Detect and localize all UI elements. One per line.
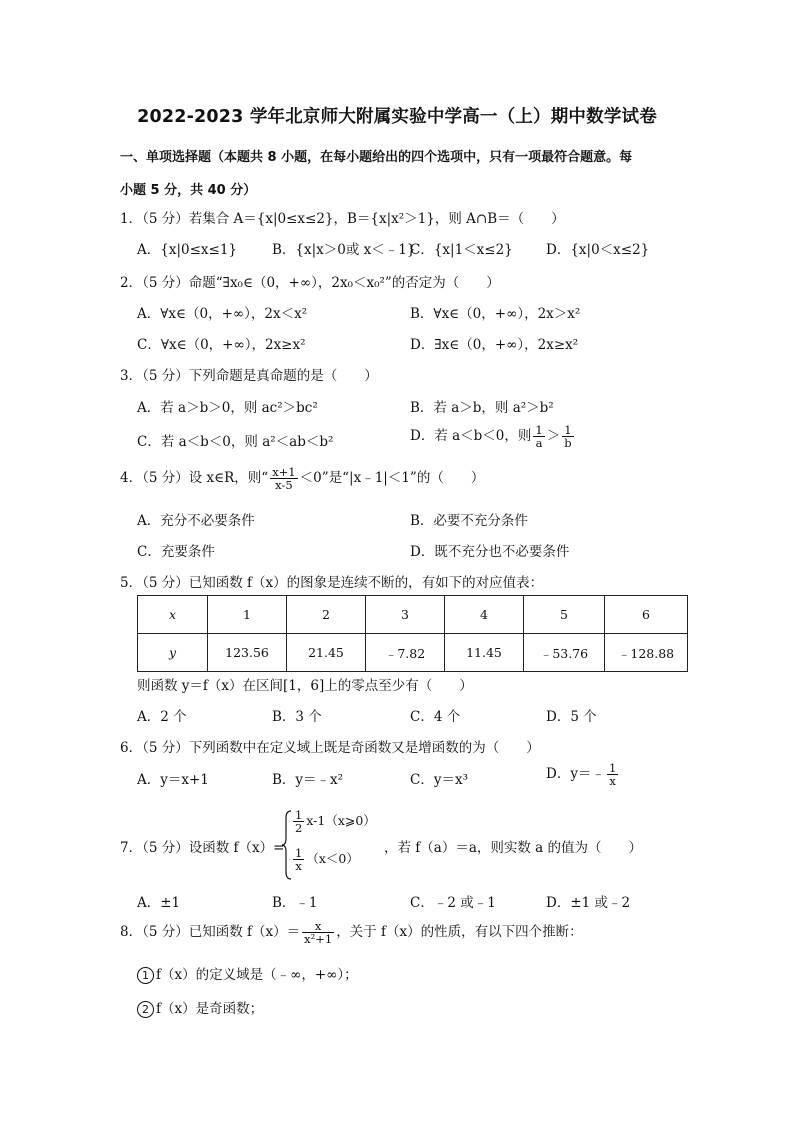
q6-option-c: C．y＝x³ (410, 772, 468, 788)
section-heading-line2: 小题 5 分，共 40 分） (120, 183, 257, 198)
fraction-numerator: 1 (608, 761, 617, 775)
q8-proposition-1-text: f（x）的定义域是（﹣∞，+∞）； (156, 967, 358, 983)
q7-stem-prefix: 7．（5 分）设函数 f（x）= (120, 840, 285, 856)
fraction-numerator: 1 (535, 423, 543, 437)
q2-option-c: C．∀x∈（0，+∞），2x≥x² (137, 337, 306, 353)
q7-case2-expression: （x＜0） (306, 851, 359, 867)
q1-option-c: C．{x|1＜x≤2} (410, 242, 513, 258)
q1-option-d: D．{x|0＜x≤2} (546, 242, 650, 258)
table-cell: 3 (366, 596, 445, 634)
fraction-numerator: x+1 (272, 465, 296, 479)
q4-fraction (270, 466, 297, 491)
fraction-numerator: 1 (562, 424, 573, 437)
q4-option-c: C．充要条件 (137, 544, 215, 560)
q5-option-d: D．5 个 (546, 709, 597, 725)
q7-option-c: C．﹣2 或﹣1 (410, 895, 496, 911)
q6-option-d-prefix: D．y＝﹣ (546, 766, 605, 783)
q4-stem-suffix: ＜0”是“|x﹣1|＜1”的（ ） (299, 470, 485, 487)
table-cell: 11.45 (445, 634, 524, 672)
q5-option-c: C．4 个 (410, 709, 461, 725)
q2-stem: 2．（5 分）命题“∃x₀∈（0，+∞），2x₀＜x₀²”的否定为（ ） (120, 275, 500, 291)
table-cell: ﹣53.76 (524, 634, 605, 672)
q1-option-a: A．{x|0≤x≤1} (137, 242, 238, 258)
q8-stem-suffix: ，关于 f（x）的性质，有以下四个推断： (336, 924, 583, 941)
fraction-denominator: a (535, 436, 543, 451)
q5-stem: 5．（5 分）已知函数 f（x）的图象是连续不断的，有如下的对应值表： (120, 575, 544, 591)
table-cell: ﹣7.82 (366, 634, 445, 672)
table-cell: ﹣128.88 (605, 634, 688, 672)
circled-number-2: 2 (137, 1001, 154, 1018)
q1-stem: 1．（5 分）若集合 A＝{x|0≤x≤2}，B＝{x|x²＞1}，则 A∩B＝（ ） (120, 211, 565, 227)
q5-option-b: B．3 个 (272, 709, 322, 725)
fraction-denominator: b (564, 436, 572, 451)
q4-stem-prefix: 4．（5 分）设 x∈R，则“ (120, 470, 269, 487)
q3-fraction-1-over-a (533, 424, 544, 449)
q7-case1-fraction (293, 809, 304, 834)
table-cell: 21.45 (287, 634, 366, 672)
fraction-denominator: 2 (295, 821, 303, 836)
table-row (138, 634, 688, 672)
q1-option-b: B．{x|x＞0或 x＜﹣1} (272, 242, 416, 258)
q3-fraction-1-over-b (562, 424, 573, 449)
circled-number-1: 1 (137, 967, 154, 984)
q3-option-d-gt: ＞ (546, 428, 561, 445)
table-cell: x (138, 596, 208, 634)
value-table (137, 595, 688, 672)
q7-option-b: B．﹣1 (272, 895, 318, 911)
q2-option-b: B．∀x∈（0，+∞），2x＞x² (410, 306, 581, 322)
q7-stem-suffix: ，若 f（a）＝a，则实数 a 的值为（ ） (384, 840, 643, 856)
fraction-numerator: 1 (295, 808, 303, 822)
table-cell: 5 (524, 596, 605, 634)
q6-option-d (546, 762, 620, 787)
q6-option-b: B．y＝﹣x² (272, 772, 344, 788)
q7-case-1 (291, 809, 376, 834)
q8-proposition-2 (137, 997, 263, 1018)
section-heading-line1: 一、单项选择题（本题共 8 小题，在每小题给出的四个选项中，只有一项最符合题意。每 (120, 150, 633, 165)
q8-fraction (302, 920, 334, 945)
table-cell: y (138, 634, 208, 672)
q5-option-a: A．2 个 (137, 709, 187, 725)
q2-option-a: A．∀x∈（0，+∞），2x＜x² (137, 306, 308, 322)
q4-option-a: A．充分不必要条件 (137, 513, 255, 529)
q4-option-b: B．必要不充分条件 (410, 513, 528, 529)
q7-case1-expression: x-1（x⩾0） (306, 813, 376, 829)
table-row (138, 596, 688, 634)
q7-option-d: D．±1 或﹣2 (546, 895, 631, 911)
q2-option-d: D．∃x∈（0，+∞），2x≥x² (410, 337, 579, 353)
fraction-numerator: x (302, 920, 334, 933)
q3-option-b: B．若 a＞b，则 a²＞b² (410, 400, 554, 416)
fraction-denominator: x (609, 774, 616, 789)
q8-stem (120, 920, 583, 945)
q3-option-a: A．若 a＞b＞0，则 ac²＞bc² (137, 400, 318, 416)
q6-option-a: A．y＝x+1 (137, 772, 209, 788)
q8-proposition-2-text: f（x）是奇函数； (156, 1001, 264, 1017)
table-cell: 1 (208, 596, 287, 634)
fraction-denominator: x (295, 859, 302, 874)
table-cell: 6 (605, 596, 688, 634)
q3-stem: 3．（5 分）下列命题是真命题的是（ ） (120, 368, 378, 384)
q3-option-d (410, 424, 576, 449)
page-title: 2022-2023 学年北京师大附属实验中学高一（上）期中数学试卷 (137, 107, 657, 127)
q7-case2-fraction (293, 847, 304, 872)
q3-option-d-prefix: D．若 a＜b＜0，则 (410, 428, 532, 445)
q6-fraction (607, 762, 618, 787)
q4-stem (120, 466, 484, 491)
q8-proposition-1 (137, 963, 358, 984)
q8-stem-prefix: 8．（5 分）已知函数 f（x）＝ (120, 924, 301, 941)
q5-after-table: 则函数 y＝f（x）在区间[1，6]上的零点至少有（ ） (137, 678, 473, 694)
fraction-numerator: 1 (295, 846, 303, 860)
q6-stem: 6．（5 分）下列函数中在定义域上既是奇函数又是增函数的为（ ） (120, 740, 540, 756)
table-cell: 4 (445, 596, 524, 634)
fraction-denominator: x-5 (275, 478, 293, 493)
table-cell: 2 (287, 596, 366, 634)
q7-case-2 (291, 847, 359, 872)
q4-option-d: D．既不充分也不必要条件 (410, 544, 570, 560)
q3-option-c: C．若 a＜b＜0，则 a²＜ab＜b² (137, 434, 334, 450)
table-cell: 123.56 (208, 634, 287, 672)
q7-option-a: A．±1 (137, 895, 181, 911)
fraction-denominator: x²+1 (304, 932, 333, 947)
